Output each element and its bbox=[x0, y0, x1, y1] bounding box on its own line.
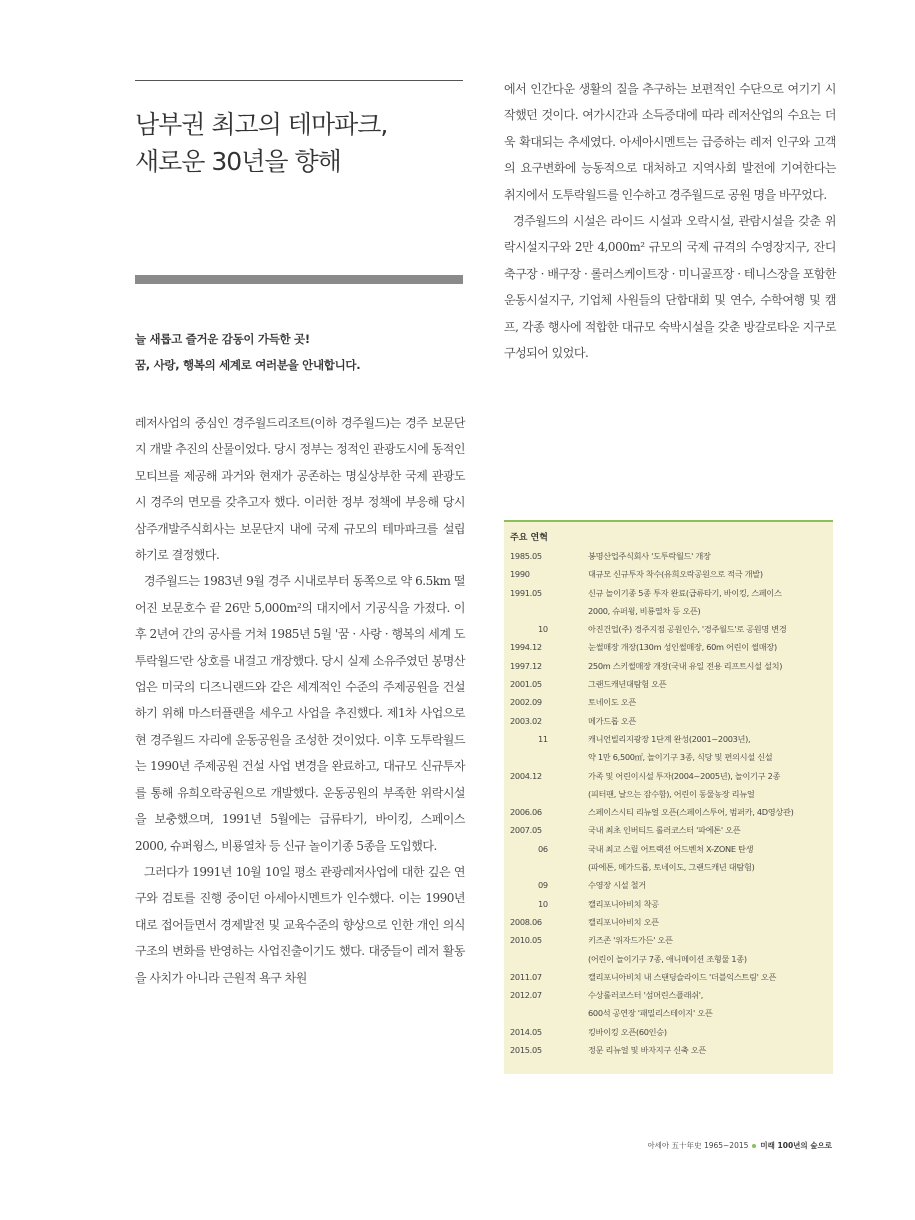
timeline-row bbox=[504, 693, 833, 711]
timeline-event: 아진건업(주) 경주지점 공원인수, '경주월드'로 공원명 변경 bbox=[588, 624, 787, 635]
timeline-row bbox=[504, 748, 833, 766]
timeline-date: 2010.05 bbox=[510, 935, 542, 946]
timeline-date: 2002.09 bbox=[510, 697, 542, 708]
timeline-event: 수영장 시설 철거 bbox=[588, 880, 646, 891]
timeline-row bbox=[504, 803, 833, 821]
timeline-event: 킹바이킹 오픈(60인승) bbox=[588, 1026, 667, 1037]
footer-bullet-icon bbox=[752, 1144, 756, 1148]
timeline-event: 눈썰매장 개장(130m 성인썰매장, 60m 어린이 썰매장) bbox=[588, 642, 777, 653]
timeline-event: (피터팬, 날으는 잠수함), 어린이 동물농장 리뉴얼 bbox=[588, 788, 755, 799]
page-footer bbox=[647, 1140, 832, 1151]
timeline-event: 수상롤러코스터 '섬머린스플래쉬', bbox=[588, 990, 704, 1001]
timeline-row bbox=[504, 584, 833, 602]
history-timeline-box bbox=[504, 520, 833, 1074]
body-paragraph: 경주월드는 1983년 9월 경주 시내로부터 동쪽으로 약 6.5km 떨어진 보문호수 끝 26만 5,000m²의 대지에서 기공식을 가졌다. 이후 2년여 간의 공사를 거쳐 1985년 5월 '꿈 · 사랑 · 행복의 세계 도투락월드'란 상호를 내걸고 개장했다. 당시 실제 소유주였던 봉명산업은 미국의 디즈니랜드와 같은 세계적인 수준의 주제공원을 건설하기 위해 마스터플랜을 세우고 사업을 추진했다. 제1차 사업으로 현 경주월드 자리에 운동공원을 조성한 것이었다. 이후 도투락월드는 1990년 주제공원 건설 사업 변경을 완료하고, 대규모 신규투자를 통해 유희오락공원으로 개발했다. 운동공원의 부족한 위락시설을 보충했으며, 1991년 5월에는 급류타기, 바이킹, 스페이스 2000, 슈퍼윙스, 비룡열차 등 신규 놀이기종 5종을 도입했다. bbox=[135, 574, 465, 853]
timeline-event: 캘리포니아비치 착공 bbox=[588, 898, 659, 909]
timeline-row bbox=[504, 675, 833, 693]
timeline-date: 06 bbox=[538, 843, 548, 854]
timeline-row bbox=[504, 657, 833, 675]
timeline-date: 11 bbox=[538, 733, 548, 744]
timeline-row bbox=[504, 1023, 833, 1041]
timeline-row bbox=[504, 876, 833, 894]
timeline-row bbox=[504, 821, 833, 839]
timeline-row bbox=[504, 968, 833, 986]
timeline-event: 키즈존 '위자드가든' 오픈 bbox=[588, 935, 673, 946]
timeline-event: 메가드롭 오픈 bbox=[588, 715, 636, 726]
title-line-1: 남부권 최고의 테마파크, bbox=[135, 110, 388, 139]
timeline-row bbox=[504, 565, 833, 583]
timeline-event: 신규 놀이기종 5종 투자 완료(급류타기, 바이킹, 스페이스 bbox=[588, 587, 782, 598]
timeline-row bbox=[504, 1004, 833, 1022]
timeline-list bbox=[504, 544, 833, 1059]
left-column bbox=[135, 410, 465, 991]
timeline-event: (어린이 놀이기구 7종, 애니메이션 조형물 1종) bbox=[588, 953, 747, 964]
timeline-event: 600석 공연장 '패밀리스테이지' 오픈 bbox=[588, 1008, 713, 1019]
timeline-row bbox=[504, 712, 833, 730]
timeline-date: 1991.05 bbox=[510, 587, 542, 598]
footer-section-title: 미래 100년의 숲으로 bbox=[760, 1141, 832, 1150]
timeline-event: 약 1만 6,500㎡, 놀이기구 3종, 식당 및 편의시설 신설 bbox=[588, 752, 773, 763]
tagline-line-2: 꿈, 사랑, 행복의 세계로 여러분을 안내합니다. bbox=[135, 358, 361, 372]
tagline bbox=[135, 326, 465, 378]
timeline-event: 국내 최초 인버티드 롤러코스터 '파에톤' 오픈 bbox=[588, 825, 741, 836]
timeline-date bbox=[504, 950, 588, 968]
timeline-row bbox=[504, 620, 833, 638]
timeline-date: 1994.12 bbox=[510, 642, 542, 653]
timeline-date: 2004.12 bbox=[510, 770, 542, 781]
timeline-event: 캘리포니아비치 오픈 bbox=[588, 916, 659, 927]
timeline-event: (파에톤, 메가드롭, 토네이도, 그랜드캐년 대탐험) bbox=[588, 862, 755, 873]
footer-book-title: 아세아 五十年史 1965~2015 bbox=[647, 1141, 749, 1150]
timeline-event: 봉명산업주식회사 '도투락월드' 개장 bbox=[588, 551, 711, 561]
timeline-date: 10 bbox=[538, 898, 548, 909]
tagline-line-1: 늘 새롭고 즐거운 감동이 가득한 곳! bbox=[135, 332, 310, 346]
body-paragraph: 그러다가 1991년 10월 10일 평소 관광레저사업에 대한 깊은 연구와 검토를 진행 중이던 아세아시멘트가 인수했다. 이는 1990년대로 접어들면서 경제발전 및 교육수준의 향상으로 인한 개인 의식구조의 변화를 반영하는 사업진출이기도 했다. 대중들이 레저 활동을 사치가 아니라 근원적 욕구 차원 bbox=[135, 864, 465, 985]
timeline-row bbox=[504, 602, 833, 620]
timeline-event: 캐니언빌리지광장 1단계 완성(2001~2003년), bbox=[588, 733, 751, 744]
top-rule bbox=[135, 80, 463, 81]
timeline-row bbox=[504, 767, 833, 785]
timeline-date: 1985.05 bbox=[510, 551, 542, 561]
timeline-date: 2001.05 bbox=[510, 679, 542, 690]
timeline-date: 2012.07 bbox=[510, 990, 542, 1001]
timeline-event: 스페이스시티 리뉴얼 오픈(스페이스투어, 범퍼카, 4D영상관) bbox=[588, 807, 794, 818]
timeline-date: 1997.12 bbox=[510, 660, 542, 671]
timeline-event: 정문 리뉴얼 및 바자지구 신축 오픈 bbox=[588, 1045, 707, 1056]
section-divider bbox=[135, 275, 463, 284]
timeline-row bbox=[504, 730, 833, 748]
timeline-row bbox=[504, 986, 833, 1004]
timeline-row bbox=[504, 913, 833, 931]
timeline-row bbox=[504, 1041, 833, 1059]
body-paragraph: 에서 인간다운 생활의 질을 추구하는 보편적인 수단으로 여기기 시작했던 것이다. 여가시간과 소득증대에 따라 레저산업의 수요는 더욱 확대되는 추세였다. 아세아시멘트는 급증하는 레저 인구와 고객의 요구변화에 능동적으로 대처하고 지역사회 발전에 기여한다는 취지에서 도투락월드를 인수하고 경주월드로 공원 명을 바꾸었다. bbox=[504, 82, 836, 202]
body-paragraph: 레저사업의 중심인 경주월드리조트(이하 경주월드)는 경주 보문단지 개발 추진의 산물이었다. 당시 정부는 정적인 관광도시에 동적인 모티브를 제공해 과거와 현재가 공존하는 명실상부한 국제 관광도시 경주의 면모를 갖추고자 했다. 이러한 정부 정책에 부응해 당시 삼주개발주식회사는 보문단지 내에 국제 규모의 테마파크를 설립하기로 결정했다. bbox=[135, 416, 465, 563]
timeline-row bbox=[504, 638, 833, 656]
timeline-row bbox=[504, 950, 833, 968]
timeline-date: 10 bbox=[538, 624, 548, 635]
timeline-event: 그랜드캐년대탐험 오픈 bbox=[588, 679, 667, 690]
timeline-date: 09 bbox=[538, 880, 548, 891]
timeline-date: 2015.05 bbox=[510, 1045, 542, 1056]
timeline-row bbox=[504, 785, 833, 803]
timeline-row bbox=[504, 547, 833, 565]
timeline-date: 2011.07 bbox=[510, 971, 542, 982]
body-paragraph: 경주월드의 시설은 라이드 시설과 오락시설, 관람시설을 갖춘 위락시설지구와 2만 4,000m² 규모의 국제 규격의 수영장지구, 잔디 축구장 · 배구장 · 롤러스케이트장 · 미니골프장 · 테니스장을 포함한 운동시설지구, 기업체 사원들의 단합대회 및 연수, 수학여행 및 캠프, 각종 행사에 적합한 대규모 숙박시설을 갖춘 방갈로타운 지구로 구성되어 있었다. bbox=[504, 214, 836, 361]
timeline-event: 가족 및 어린이시설 투자(2004~2005년), 놀이기구 2종 bbox=[588, 770, 781, 781]
timeline-event: 토네이도 오픈 bbox=[588, 697, 636, 708]
timeline-event: 캘리포니아비치 내 스탠딩슬라이드 '더블익스트림' 오픈 bbox=[588, 971, 777, 982]
timeline-heading: 주요 연혁 bbox=[510, 533, 548, 543]
timeline-row bbox=[504, 895, 833, 913]
timeline-date bbox=[504, 1004, 588, 1022]
timeline-date: 2008.06 bbox=[510, 916, 542, 927]
timeline-event: 2000, 슈퍼윙, 비룡열차 등 오픈) bbox=[588, 605, 701, 616]
timeline-date: 1990 bbox=[510, 569, 530, 580]
timeline-date: 2003.02 bbox=[510, 715, 542, 726]
timeline-date bbox=[504, 602, 588, 620]
timeline-event: 250m 스키썰매장 개장(국내 유일 전용 리프트시설 설치) bbox=[588, 660, 783, 671]
timeline-date bbox=[504, 785, 588, 803]
timeline-event: 국내 최고 스릴 어트랙션 어드벤처 X-ZONE 탄생 bbox=[588, 843, 754, 854]
timeline-date: 2006.06 bbox=[510, 807, 542, 818]
timeline-date: 2014.05 bbox=[510, 1026, 542, 1037]
timeline-date bbox=[504, 748, 588, 766]
timeline-date: 2007.05 bbox=[510, 825, 542, 836]
timeline-date bbox=[504, 858, 588, 876]
timeline-event: 대규모 신규투자 착수(유희오락공원으로 적극 개발) bbox=[588, 569, 763, 580]
timeline-row bbox=[504, 840, 833, 858]
page-title bbox=[135, 106, 465, 180]
title-line-2: 새로운 30년을 향해 bbox=[135, 147, 341, 176]
timeline-row bbox=[504, 931, 833, 949]
timeline-row bbox=[504, 858, 833, 876]
right-column bbox=[504, 76, 836, 366]
